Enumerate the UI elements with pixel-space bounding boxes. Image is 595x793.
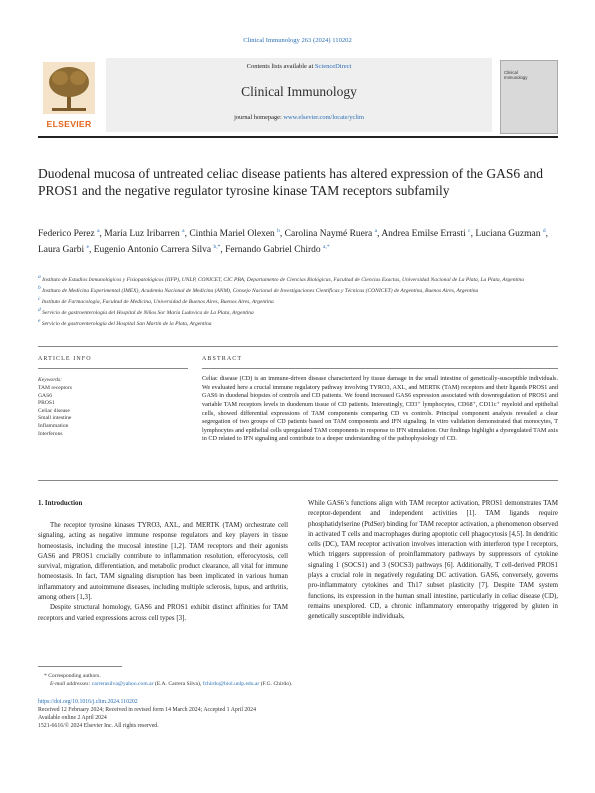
sciencedirect-link[interactable]: ScienceDirect [314,63,352,70]
affiliation: $^d$ Servicio de gastroenterología del Hospital de Niños Sor María Ludovica de La Plata, Argentina [38,306,254,316]
keyword: TAM receptors [38,385,72,391]
article-history [38,698,558,730]
author: Laura Garbi $^e$ [38,243,89,256]
article-info-label: ARTICLE INFO [38,356,92,362]
paragraph: While GAS6’s functions align with TAM receptor activation, PROS1 demonstrates TAM receptor-dependent and independent activities [1]. TAM ligands require phosphatidylserine (PtdSer) binding for TAM receptor activation, a phenomenon observed in activated T cells and macrophages during apoptotic cell phagocytosis [4,5]. In dendritic cells (DC), TAM receptor activation involves interaction with interferon type I receptors, which triggers suppression of proinflammatory pathways by suppressors of cytokine signaling 1 (SOCS1) and 3 (SOCS3) pathways [6]. Additionally, T cell-derived PROS1 plays a crucial role in negatively regulating DC activation. GAS6, conversely, governs pro-inflammatory cytokines and Th17 subset plasticity [7]. Despite TAM system functions, its expression in the human small intestine, particularly in celiac disease (CD), remains unexplored. CD, a chronic inflammatory enteropathy triggered by gluten in genetically susceptible individuals, [308,500,558,621]
available-online: Available online 2 April 2024 [38,715,107,722]
author-list: Federico Perez $^a$, María Luz Iribarren $^a$, Cinthia Mariel Olexen $^b$, Carolina Naymé Ruera $^a$, Andrea Emilse Errasti $^c$, Luciana Guzman $^d$, Laura Garbi $^e$, Eugenio Antonio Carrera Silva $^{b,*}$, Fernando Gabriel Chirdo $^{a,*}$ [38,228,548,256]
abstract-rule [202,368,558,369]
keyword: GAS6 [38,392,52,399]
journal-cover [500,60,558,134]
author: Andrea Emilse Errasti $^c$ [381,228,471,240]
affiliation: $^a$ Instituto de Estudios Inmunológicos y Fisiopatológicos (IIFP), UNLP, CONICET, CIC PBA, Departamento de Ciencias Biológicas, Facultad de Ciencias Exactas, Universidad Nacional de La Plata, La Plata, Argentina [38,274,525,283]
author: Fernando Gabriel Chirdo $^{a,*}$ [225,243,330,256]
abstract-text: Celiac disease (CD) is an immune-driven disease characterized by tissue damage in the small intestine of genetically-susceptible individuals. We evaluated here a crucial immune regulatory pathway involving TYRO3, AXL, and MERTK (TAM) receptors and their ligands PROS1 and GAS6 in duodenal biopsies of controls and CD patients. We found increased GAS6 expression associated with downregulation of PROS1 and variable TAM receptors levels in duodenum tissue of CD patients. Interestingly, CD3⁺ lymphocytes, CD68⁺, CD11c⁺ myeloid and epithelial cells, showed differential expressions of TAM components comparing CD vs controls. Principal component analysis revealed a clear segregation of two groups of CD patients based on TAM components and IFN signaling. In vitro validation demonstrated that monocytes, T lymphocytes and epithelial cells upregulated TAM components in response to IFN stimulation. Our findings highlight a dysregulated TAM axis in CD related to IFN signaling and contribute to a deeper understanding of the pathophysiology of CD. [202,375,558,443]
body-column-left [38,521,288,624]
affiliation: $^c$ Instituto de Farmacología, Facultad de Medicina, Universidad de Buenos Aires, Buenos Aires, Argentina [38,295,274,305]
journal-banner [106,58,492,132]
copyright: 1521-6616/© 2024 Elsevier Inc. All rights reserved. [38,723,159,730]
affiliation: $^e$ Servicio de gastroenterología del Hospital San Martín de la Plata, Argentina [38,317,212,327]
affiliation: $^b$ Instituto de Medicina Experimental (IMEX), Academia Nacional de Medicina (ANM), Consejo Nacional de Investigaciones Científicas y Técnicas (CONICET) de Argentina, Buenos Aires, Argentina [38,284,479,294]
author: Carolina Naymé Ruera $^a$ [284,228,378,240]
section-rule [38,346,558,347]
body-column-right [308,499,558,623]
footnote: * Corresponding authors. E-mail addresses: carrerasilva@yahoo.com.ar (E.A. Carrera Silva), fchirdo@biol.unlp.edu.ar (F.G. Chirdo). [44,673,293,687]
keywords-heading: Keywords: [38,377,63,383]
received-dates: Received 12 February 2024; Received in revised form 14 March 2024; Accepted 1 April 2024 [38,707,256,714]
keyword: PROS1 [38,400,55,407]
author: Cinthia Mariel Olexen $^b$ [189,228,280,240]
cover-title: Clinical Immunology [504,70,528,80]
article-title: Duodenal mucosa of untreated celiac disease patients has altered expression of the GAS6 and PROS1 and the negative regulator tyrosine kinase TAM receptors subfamily [38,166,543,198]
homepage-line: journal homepage: www.elsevier.com/locate/yclim [234,114,364,121]
author: Eugenio Antonio Carrera Silva $^{b,*}$ [93,243,221,256]
elsevier-logo [38,58,100,132]
affiliations [38,273,558,328]
header-rule [38,136,558,138]
info-rule [38,368,188,369]
footnote-rule [38,666,122,667]
homepage-link[interactable]: www.elsevier.com/locate/yclim [283,114,364,121]
keyword: Small intestine [38,415,72,422]
author: María Luz Iribarren $^a$ [104,228,185,240]
running-head[interactable]: Clinical Immunology 263 (2024) 110202 [243,37,352,44]
tree-icon [38,58,100,118]
publisher-name: ELSEVIER [46,119,92,129]
doi-link[interactable]: https://doi.org/10.1016/j.clim.2024.110202 [38,699,138,705]
keyword: Inflammation [38,422,69,429]
keyword: Interferons [38,430,63,437]
section-heading: 1. Introduction [38,500,83,507]
keyword-list [38,385,72,438]
abstract-label: ABSTRACT [202,356,243,362]
author: Luciana Guzman $^d$ [475,228,546,240]
email-link[interactable]: carrerasilva@yahoo.com.ar [91,681,154,687]
paragraph: The receptor tyrosine kinases TYRO3, AXL, and MERTK (TAM) orchestrate cell signaling, acting as negative immune response regulators and key players in tissue homeostasis, including the mucosal intestine [1,2]. TAM receptors and their agonists GAS6 and PROS1 crucially contribute to inflammation resolution, efferocytosis, cell survival, migration, differentiation, and metabolic product clearance, all vital for immune homeostasis. In fact, TAM signaling disruption has been implicated in various human inflammatory and autoimmune diseases, including multiple sclerosis, lupus, and arthritis, among others [1,3]. [38,522,288,602]
keyword: Celiac disease [38,407,70,414]
author: Federico Perez $^a$ [38,228,100,240]
email-link[interactable]: fchirdo@biol.unlp.edu.ar [202,681,260,687]
journal-title: Clinical Immunology [241,84,357,99]
paragraph: Despite structural homology, GAS6 and PROS1 exhibit distinct affinities for TAM receptors and varied expressions across cell types [3]. [38,604,288,622]
journal-header [38,58,558,132]
body-rule [38,480,558,481]
contents-line: Contents lists available at ScienceDirect [246,63,352,70]
